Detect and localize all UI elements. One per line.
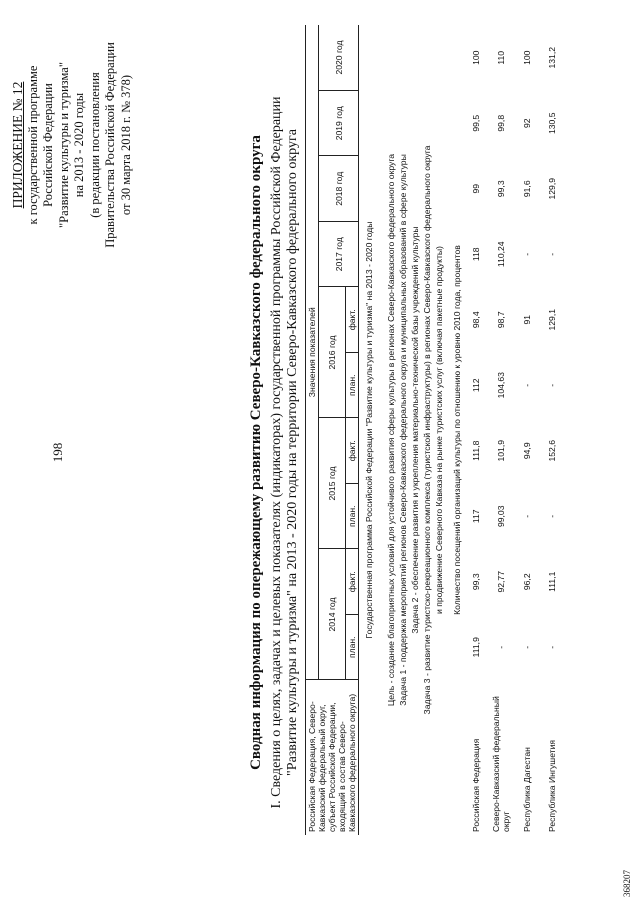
value-cell: 104,63 (496, 372, 507, 399)
table-row (540, 25, 566, 835)
table-row (463, 25, 489, 835)
value-cell: - (521, 645, 532, 649)
value-cell: 111,9 (470, 637, 481, 658)
value-cell: 110,24 (496, 241, 507, 268)
value-cell: 111,1 (547, 571, 558, 592)
value-cell: - (547, 514, 558, 518)
value-cell: 100 (470, 50, 481, 65)
table-row (489, 25, 515, 835)
plan-header: план. (346, 484, 359, 550)
appendix-line: от 30 марта 2018 г. № 378) (118, 74, 133, 216)
value-cell: 91,6 (521, 180, 532, 198)
value-cell: 101,9 (496, 440, 507, 462)
indicators-table (305, 25, 565, 835)
task2-line: Задача 2 - обеспечение развития и укрепления материально-технической базы учреждений культуры (410, 226, 420, 634)
task3-line: Задача 3 - развитие туристско-рекреационного комплекса (туристской инфраструктуры) в регионах Северо-Кавказского федерального округа (422, 145, 432, 715)
year-header: 2014 год (319, 549, 346, 680)
value-cell: 99,3 (470, 573, 481, 591)
value-cell: 129,1 (547, 309, 558, 331)
plan-header: план. (346, 615, 359, 681)
appendix-line: "Развитие культуры и туризма" (56, 62, 71, 228)
value-cell: 129,9 (547, 178, 558, 200)
value-cell: - (547, 645, 558, 649)
page-number: 198 (50, 442, 65, 463)
fact-header: факт. (346, 287, 359, 353)
value-cell: - (496, 645, 507, 649)
value-cell: - (521, 252, 532, 256)
table-row (514, 25, 540, 835)
value-cell: 99 (470, 183, 481, 194)
row-label: Российская Федерация (470, 738, 481, 832)
values-header: Значения показателей (306, 25, 319, 680)
section-title-line: "Развитие культуры и туризма" на 2013 - 2020 годы на территории Северо-Кавказского федерального округа (285, 129, 300, 776)
value-cell: 94,9 (521, 442, 532, 460)
row-label: Республика Дагестан (521, 747, 532, 832)
plan-header: план. (346, 353, 359, 419)
appendix-line: (в редакции постановления (87, 72, 102, 218)
task3-line-continued: и продвижение Северного Кавказа на рынке туристских услуг (включая пакетные продукты) (434, 246, 444, 614)
row-label: Северо-Кавказский федеральный округ (491, 696, 512, 832)
indicator-line: Количество посещений организаций культуры по отношению к уровню 2010 года, процентов (452, 245, 462, 615)
year-header: 2015 год (319, 418, 346, 549)
value-cell: 99,5 (470, 114, 481, 132)
value-cell: 117 (470, 509, 481, 524)
year-header: 2019 год (319, 91, 359, 157)
section-title (269, 0, 301, 905)
appendix-line: к государственной программе (25, 65, 40, 225)
year-header: 2018 год (319, 156, 359, 222)
goal-line: Цель - создание благоприятных условий для устойчивого развития сферы культуры в регионах Северо-Кавказского федерального округа (386, 153, 396, 707)
value-cell: 110 (496, 50, 507, 65)
document-id: 368207 (622, 870, 632, 897)
value-cell: 98,7 (496, 311, 507, 329)
value-cell: 111,8 (470, 440, 481, 461)
main-title: Сводная информация по опережающему развитию Северо-Кавказского федерального округа (248, 135, 264, 770)
value-cell: 112 (470, 378, 481, 393)
value-cell: - (547, 383, 558, 387)
value-cell: 99,3 (496, 180, 507, 198)
value-cell: 99,8 (496, 114, 507, 132)
appendix-line: Российской Федерации (41, 83, 55, 207)
value-cell: - (547, 252, 558, 256)
value-cell: 131,2 (547, 47, 558, 69)
fact-header: факт. (346, 549, 359, 615)
appendix-line: Правительства Российской Федерации (103, 42, 117, 248)
year-header: 2016 год (319, 287, 346, 418)
value-cell: 96,2 (521, 573, 532, 591)
value-cell: 130,5 (547, 112, 558, 135)
value-cell: - (521, 514, 532, 518)
section-title-line: I. Сведения о целях, задачах и целевых показателях (индикаторах) государственной программы Российской Федерации (269, 96, 284, 809)
value-cell: 91 (521, 314, 532, 325)
row-label: Республика Ингушетия (547, 739, 558, 832)
value-cell: 152,6 (547, 440, 558, 462)
appendix-title: ПРИЛОЖЕНИЕ № 12 (10, 81, 25, 209)
task1-line: Задача 1 - поддержка мероприятий регионов Северо-Кавказского федерального округа и муниципальных образований в сфере культуры (398, 154, 408, 706)
value-cell: 92,77 (496, 571, 507, 593)
program-line: Государственная программа Российской Федерации "Развитие культуры и туризма" на 2013 - 2020 годы (364, 221, 374, 639)
value-cell: 92 (521, 118, 532, 129)
row-header: Российская Федерация, Северо-Кавказский федеральный округ, субъект Российской Федерации, входящий в состав Северо-Кавказского федерального округа) (306, 680, 359, 835)
value-cell: 118 (470, 247, 481, 262)
value-cell: 100 (521, 50, 532, 65)
appendix-line: на 2013 - 2020 годы (72, 92, 86, 198)
value-cell: 98,4 (470, 311, 481, 329)
fact-header: факт. (346, 418, 359, 484)
value-cell: - (521, 383, 532, 387)
value-cell: 99,03 (496, 505, 507, 528)
appendix-block (10, 10, 134, 280)
year-header: 2020 год (319, 25, 359, 91)
year-header: 2017 год (319, 222, 359, 288)
